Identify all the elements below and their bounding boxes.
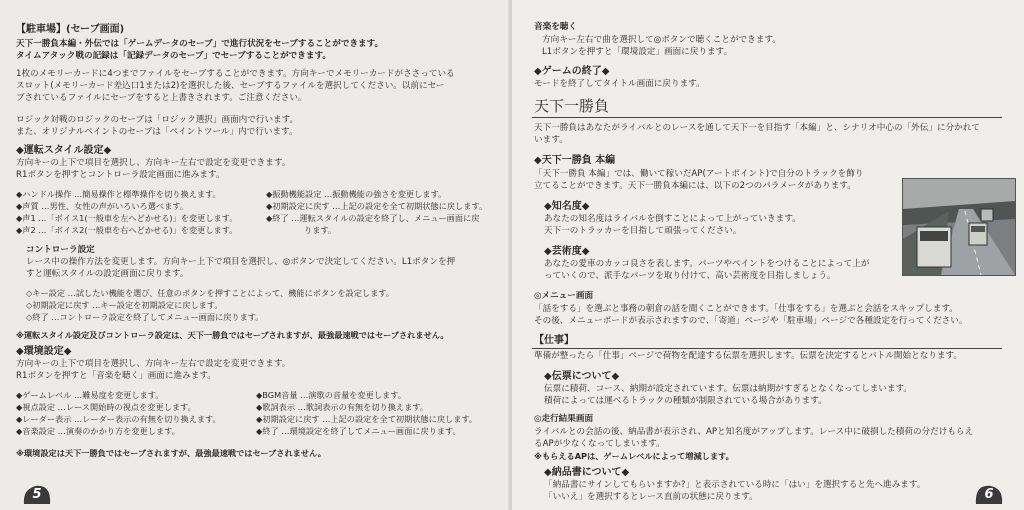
delivery-heading: ◆納品書について◆ (544, 467, 630, 478)
tenka-desc-1: 天下一勝負はあなたがライバルとのレースを通して天下一を目指す「本編」と、シナリオ中心の「外伝」に分かれて (534, 123, 980, 133)
intro-line-1: 天下一勝負本編・外伝では「ゲームデータのセーブ」で進行状況をセーブすることができます。 (16, 39, 384, 49)
env-item: ◆終了 …環境設定を終了してメニュー画面に戻ります。 (256, 426, 461, 436)
slip-line-2: 積荷によっては運べるトラックの種類が制限されている場合があります。 (544, 396, 827, 406)
env-item: ◆視点設定 …レース開始時の視点を変更します。 (16, 402, 196, 412)
driving-desc-2: R1ボタンを押すとコントローラ設定画面に進みます。 (16, 170, 225, 180)
music-line-2: L1ボタンを押すと「環境設定」画面に戻ります。 (542, 47, 733, 57)
fame-line-1: あなたの知名度はライバルを倒すことによって上がっていきます。 (544, 214, 801, 224)
right-page (512, 0, 1024, 510)
race-screenshot (902, 178, 1016, 276)
slip-heading: ◆伝票について◆ (544, 371, 620, 382)
env-item: ◆初期設定に戻す …上記の設定を全て初期状態に戻します。 (256, 414, 478, 424)
env-desc-1: 方向キーの上下で項目を選択し、方向キー左右で設定を変更できます。 (16, 359, 291, 369)
result-note: ※もらえるAPは、ゲームレベルによって増減します。 (534, 451, 734, 461)
slip-line-1: 伝票に積荷、コース、納期が設定されています。伝票は納期がすぎるとなくなってしまいます。 (544, 384, 912, 394)
logic-save-line-2: また、オリジナルペイントのセーブは「ペイントツール」内で行います。 (16, 127, 298, 137)
tenka-desc-2: います。 (534, 135, 568, 145)
fame-line-2: 天下一のトラッカーを目指して頑張ってください。 (544, 226, 742, 236)
env-item: ◆歌詞表示 …歌詞表示の有無を切り換えます。 (256, 402, 428, 412)
fame-heading: ◆知名度◆ (544, 201, 590, 212)
environment-heading: ◆環境設定◆ (16, 346, 72, 357)
menu-screen-heading: ◎メニュー画面 (534, 291, 594, 301)
section-rule (532, 117, 1002, 118)
menu-line-2: その後、メニューボードが表示されますので、「寄道」ページや「駐車場」ページで各種設定を行ってください。 (534, 316, 968, 326)
env-desc-2: R1ボタンを押すと「音楽を聴く」画面に進みます。 (16, 371, 216, 381)
driving-item: ります。 (304, 225, 337, 235)
controller-item: ◇終了 …コントローラ設定を終了してメニュー画面に戻ります。 (26, 312, 264, 322)
section-title-parking: 【駐車場】(セーブ画面) (16, 24, 125, 35)
memory-line-1: 1枚のメモリーカードに4つまでファイルをセーブすることができます。方向キーでメモリーカードがささっている (16, 69, 455, 79)
work-rule (532, 348, 1002, 349)
page-number-badge-right (974, 484, 1004, 506)
driving-desc-1: 方向キーの上下で項目を選択し、方向キー左右で設定を変更できます。 (16, 158, 291, 168)
race-screenshot-image (903, 179, 1015, 275)
memory-line-2: スロット(メモリーカード差込口1または2)を選択した後、セーブするファイルを選択してください。以前にセー (16, 81, 445, 91)
game-end-heading: ◆ゲームの終了◆ (534, 66, 610, 77)
controller-desc-2: すと運転スタイルの設定画面に戻ります。 (26, 269, 189, 279)
env-item: ◆音楽設定 …演奏のかかり方を変更します。 (16, 426, 180, 436)
driving-item: ◆声2 …「ボイス2(一般車を右へどかせる)」を変更します。 (16, 225, 238, 235)
music-line-1: 方向キー左右で曲を選択して◎ボタンで聴くことができます。 (542, 35, 781, 45)
save-note-1: ※運転スタイル設定及びコントローラ設定は、天下一勝負ではセーブされますが、最強最速戦ではセーブされません。 (16, 330, 449, 340)
work-line: 準備が整ったら「仕事」ページで荷物を配達する伝票を選択します。伝票を決定するとバトル開始となります。 (534, 351, 962, 361)
logic-save-line-1: ロジック対戦のロジックのセーブは「ロジック選択」画面内で行います。 (16, 115, 299, 125)
driving-item: ◆終了 …運転スタイルの設定を終了し、メニュー画面に戻 (266, 213, 480, 223)
page-number: 5 (32, 487, 42, 502)
art-line-2: っていくので、派手なパーツを取り付けて、高い芸術度を目指しましょう。 (544, 271, 836, 281)
art-heading: ◆芸術度◆ (544, 246, 590, 257)
driving-item: ◆声質 …男性、女性の声がいろいろ選べます。 (16, 201, 188, 211)
page-number: 6 (984, 487, 994, 502)
honpen-line-2: 立てることができます。天下一勝負本編には、以下の2つのパラメータがあります。 (534, 181, 856, 191)
driving-style-heading: ◆運転スタイル設定◆ (16, 145, 112, 156)
honpen-line-1: 「天下一勝負 本編」では、働いて稼いだAP(アートポイント)で自分のトラックを飾り (534, 169, 864, 179)
env-item: ◆レーダー表示 …レーダー表示の有無を切り換えます。 (16, 414, 221, 424)
music-heading: 音楽を聴く (534, 22, 577, 32)
save-note-2: ※環境設定は天下一勝負ではセーブされますが、最強最速戦ではセーブされません。 (16, 448, 326, 458)
memory-line-3: ブされているファイルにセーブをすると上書きされます。ご注意ください。 (16, 93, 307, 103)
work-heading: 【仕事】 (534, 335, 574, 346)
env-item: ◆ゲームレベル …難易度を変更します。 (16, 390, 164, 400)
driving-item: ◆声1 …「ボイス1(一般車を左へどかせる)」を変更します。 (16, 213, 238, 223)
controller-item: ◇初期設定に戻す …キー設定を初期設定に戻します。 (26, 300, 223, 310)
controller-item: ◇キー設定 …試したい機能を選び、任意のボタンを押すことによって、機能にボタンを設定します。 (26, 288, 395, 298)
controller-heading: コントローラ設定 (26, 245, 95, 255)
page-number-badge-left (22, 484, 52, 506)
game-end-line: モードを終了してタイトル画面に戻ります。 (534, 79, 705, 89)
intro-line-2: タイムアタック戦の記録は「記録データのセーブ」でセーブすることができます。 (16, 51, 331, 61)
env-item: ◆BGM音量 …演歌の音量を変更します。 (256, 390, 406, 400)
driving-item: ◆振動機能設定 …振動機能の強さを変更します。 (266, 189, 447, 199)
honpen-heading: ◆天下一勝負 本編 (534, 155, 616, 166)
result-heading: ◎走行結果画面 (534, 414, 594, 424)
result-line-1: ライバルとの会話の後、納品書が表示され、APと知名度がアップします。レース中に破損した積荷の分だけもらえ (534, 427, 974, 437)
art-line-1: あなたの愛車のカッコ良さを表します。パーツやペイントをつけることによって上が (544, 259, 870, 269)
result-line-2: るAPが少なくなってしまいます。 (534, 439, 665, 449)
controller-desc-1: レース中の操作方法を変更します。方向キー上下で項目を選択し、◎ボタンで決定してください。L1ボタンを押 (26, 257, 456, 267)
delivery-line-1: 「納品書にサインしてもらいますか?」と表示されている時に「はい」を選択すると先へ進みます。 (544, 480, 926, 490)
tenka-section-title: 天下一勝負 (534, 97, 610, 115)
delivery-line-2: 「いいえ」を選択するとレース直前の状態に戻ります。 (544, 492, 758, 502)
menu-line-1: 「話をする」を選ぶと事務の朝倉の話を聞くことができます。「仕事をする」を選ぶと会話をスキップします。 (534, 304, 958, 314)
driving-item: ◆初期設定に戻す …上記の設定を全て初期状態に戻します。 (266, 201, 488, 211)
driving-item: ◆ハンドル操作 …簡易操作と標準操作を切り換えます。 (16, 189, 221, 199)
